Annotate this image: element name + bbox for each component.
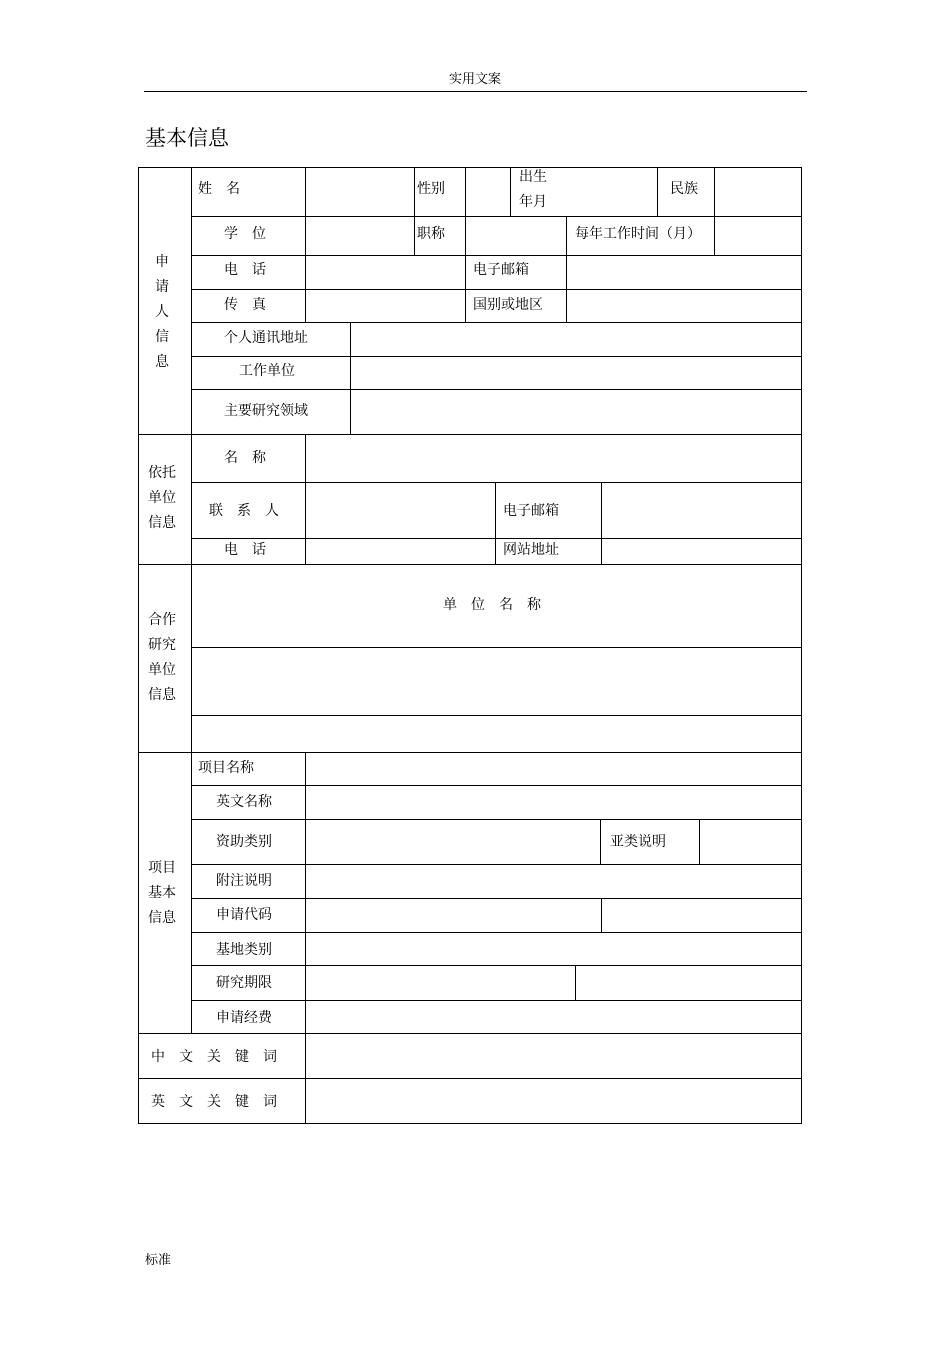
label-budget: 申请经费 bbox=[216, 1010, 272, 1026]
label-english-keywords: 英 文 关 键 词 bbox=[151, 1094, 277, 1110]
label-period: 研究期限 bbox=[216, 975, 272, 991]
page-title: 基本信息 bbox=[145, 126, 229, 150]
label-subtype-note: 亚类说明 bbox=[610, 834, 666, 850]
section-project-label: 项目基本信息 bbox=[148, 860, 176, 926]
label-title: 职称 bbox=[417, 226, 445, 242]
section-host-label: 依托单位信息 bbox=[148, 465, 176, 531]
label-degree: 学 位 bbox=[224, 226, 266, 242]
label-birth-line2: 年月 bbox=[519, 194, 547, 210]
label-name: 姓 名 bbox=[198, 181, 240, 197]
label-phone: 电 话 bbox=[224, 262, 266, 278]
label-english-name: 英文名称 bbox=[216, 794, 272, 810]
section-applicant-label: 申请人信息 bbox=[155, 254, 169, 370]
page-footer: 标准 bbox=[145, 1253, 172, 1268]
label-project-name: 项目名称 bbox=[198, 760, 254, 776]
label-chinese-keywords: 中 文 关 键 词 bbox=[151, 1049, 277, 1065]
label-employer: 工作单位 bbox=[239, 363, 295, 379]
label-funding-type: 资助类别 bbox=[216, 834, 272, 850]
label-host-email: 电子邮箱 bbox=[503, 503, 559, 519]
page-header: 实用文案 bbox=[448, 72, 501, 87]
label-research-field: 主要研究领域 bbox=[224, 403, 308, 419]
label-code: 申请代码 bbox=[216, 907, 272, 923]
header-rule bbox=[144, 91, 807, 92]
label-gender: 性别 bbox=[417, 181, 445, 197]
label-remarks: 附注说明 bbox=[216, 873, 272, 889]
label-base-type: 基地类别 bbox=[216, 942, 272, 958]
label-host-website: 网站地址 bbox=[503, 542, 559, 558]
label-unit-name-header: 单 位 名 称 bbox=[443, 597, 541, 613]
label-work-months: 每年工作时间（月） bbox=[575, 226, 701, 242]
label-birth-line1: 出生 bbox=[519, 169, 547, 185]
label-host-phone: 电 话 bbox=[224, 542, 266, 558]
basic-info-form bbox=[138, 167, 802, 1124]
label-host-name: 名 称 bbox=[224, 450, 266, 466]
section-partner-label: 合作研究单位信息 bbox=[148, 612, 176, 703]
label-email: 电子邮箱 bbox=[473, 262, 529, 278]
label-host-contact: 联 系 人 bbox=[209, 503, 279, 519]
label-fax: 传 真 bbox=[224, 297, 266, 313]
label-country: 国别或地区 bbox=[473, 297, 543, 313]
label-address: 个人通讯地址 bbox=[224, 330, 308, 346]
label-ethnicity: 民族 bbox=[670, 181, 698, 197]
